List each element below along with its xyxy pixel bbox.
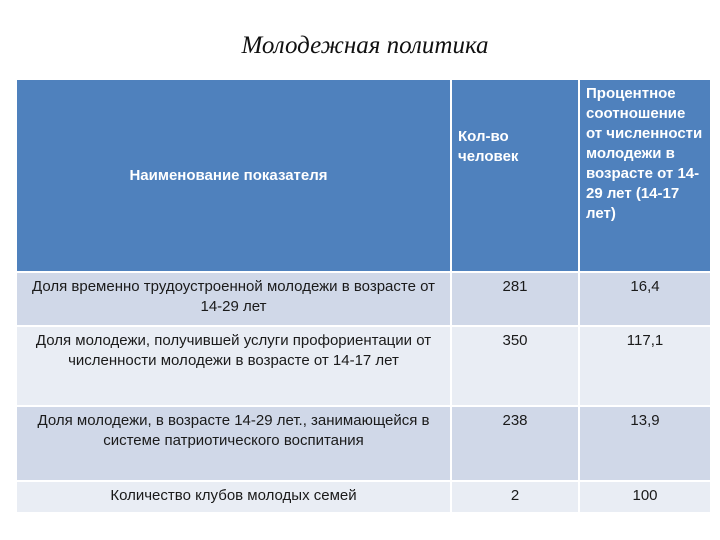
row-percent-cell: 16,4 (579, 272, 711, 326)
table-row (16, 272, 711, 326)
header-count (451, 79, 579, 272)
row-count-cell: 2 (451, 481, 579, 513)
row-percent-cell: 117,1 (579, 326, 711, 406)
row-percent-cell: 13,9 (579, 406, 711, 481)
row-name-cell: Доля молодежи, получившей услуги профориентации от численности молодежи в возрасте от 14-17 лет (16, 326, 451, 406)
row-name-cell: Доля временно трудоустроенной молодежи в возрасте от 14-29 лет (16, 272, 451, 326)
header-percent: Процентное соотношение от численности молодежи в возрасте от 14-29 лет (14-17 лет) (579, 79, 711, 272)
slide-title: Молодежная политика (241, 32, 489, 59)
table-row (16, 406, 711, 481)
row-count-cell: 350 (451, 326, 579, 406)
table-header-row (16, 79, 711, 272)
row-name-cell: Количество клубов молодых семей (16, 481, 451, 513)
row-count-cell: 281 (451, 272, 579, 326)
row-count-cell: 238 (451, 406, 579, 481)
header-indicator-name: Наименование показателя (16, 79, 451, 272)
header-count-label: Кол-во человек (458, 128, 519, 165)
row-percent-cell: 100 (579, 481, 711, 513)
row-name-cell: Доля молодежи, в возрасте 14-29 лет., занимающейся в системе патриотического воспитания (16, 406, 451, 481)
indicators-table (15, 78, 712, 514)
table-row (16, 326, 711, 406)
table-row (16, 481, 711, 513)
